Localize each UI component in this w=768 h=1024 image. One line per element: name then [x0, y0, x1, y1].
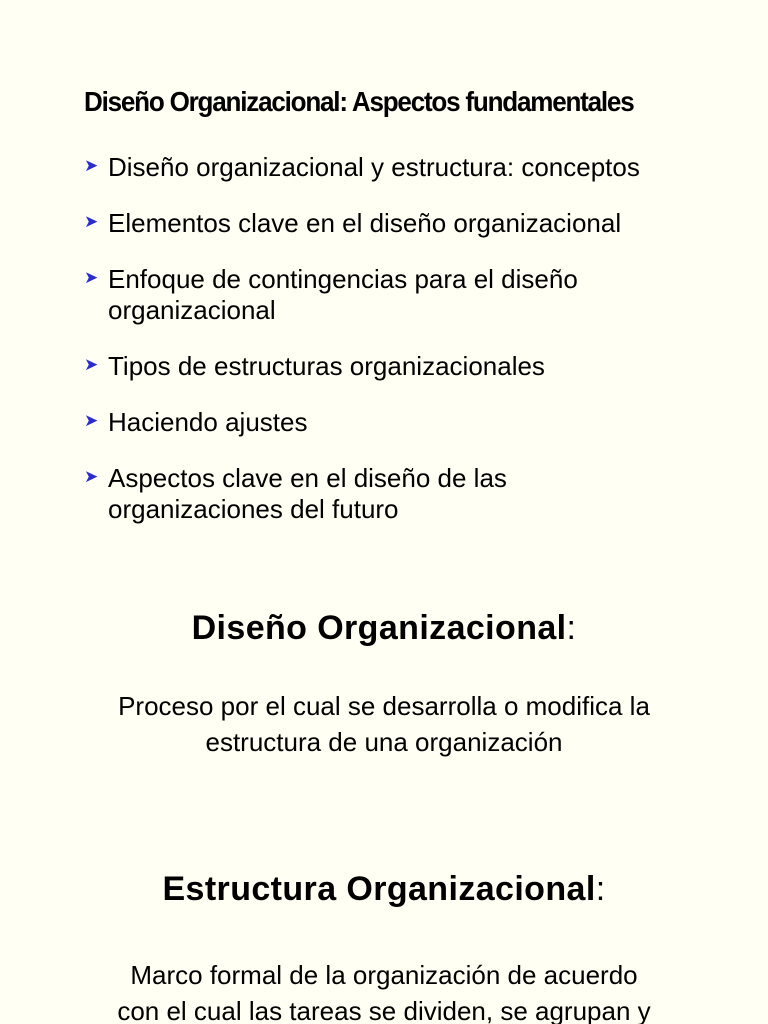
list-item-line: organizacional — [108, 295, 276, 325]
definition-heading — [0, 870, 768, 909]
definition-line: estructura de una organización — [205, 727, 563, 757]
chevron-right-icon: ➤ — [84, 268, 99, 287]
definition-text — [40, 957, 728, 1024]
list-item — [84, 152, 764, 183]
list-item — [84, 351, 764, 382]
list-item — [84, 407, 764, 438]
list-item — [84, 264, 764, 326]
topics-list — [84, 152, 764, 550]
chevron-right-icon: ➤ — [84, 212, 99, 231]
page-title: Diseño Organizacional: Aspectos fundamentales — [84, 86, 634, 117]
list-item-line: organizaciones del futuro — [108, 494, 399, 524]
list-item-line: Haciendo ajustes — [108, 407, 308, 437]
definition-line: con el cual las tareas se dividen, se agrupan y — [117, 996, 651, 1024]
definition-heading — [0, 609, 768, 648]
list-item — [84, 208, 764, 239]
list-item-line: Enfoque de contingencias para el diseño — [108, 264, 578, 294]
definition-term: Estructura Organizacional — [162, 870, 596, 908]
definition-colon: : — [595, 870, 606, 908]
definition-line: Proceso por el cual se desarrolla o modifica la — [118, 691, 650, 721]
definition-colon: : — [566, 609, 577, 647]
list-item-line: Elementos clave en el diseño organizacional — [108, 208, 622, 238]
list-item-line: Aspectos clave en el diseño de las — [108, 463, 507, 493]
chevron-right-icon: ➤ — [84, 467, 99, 486]
list-item-line: Diseño organizacional y estructura: conceptos — [108, 152, 640, 182]
definition-term: Diseño Organizacional — [191, 609, 567, 647]
chevron-right-icon: ➤ — [84, 156, 99, 175]
chevron-right-icon: ➤ — [84, 355, 99, 374]
chevron-right-icon: ➤ — [84, 411, 99, 430]
list-item — [84, 463, 764, 525]
definition-line: Marco formal de la organización de acuerdo — [130, 960, 638, 990]
definition-text — [40, 688, 728, 760]
list-item-line: Tipos de estructuras organizacionales — [108, 351, 545, 381]
